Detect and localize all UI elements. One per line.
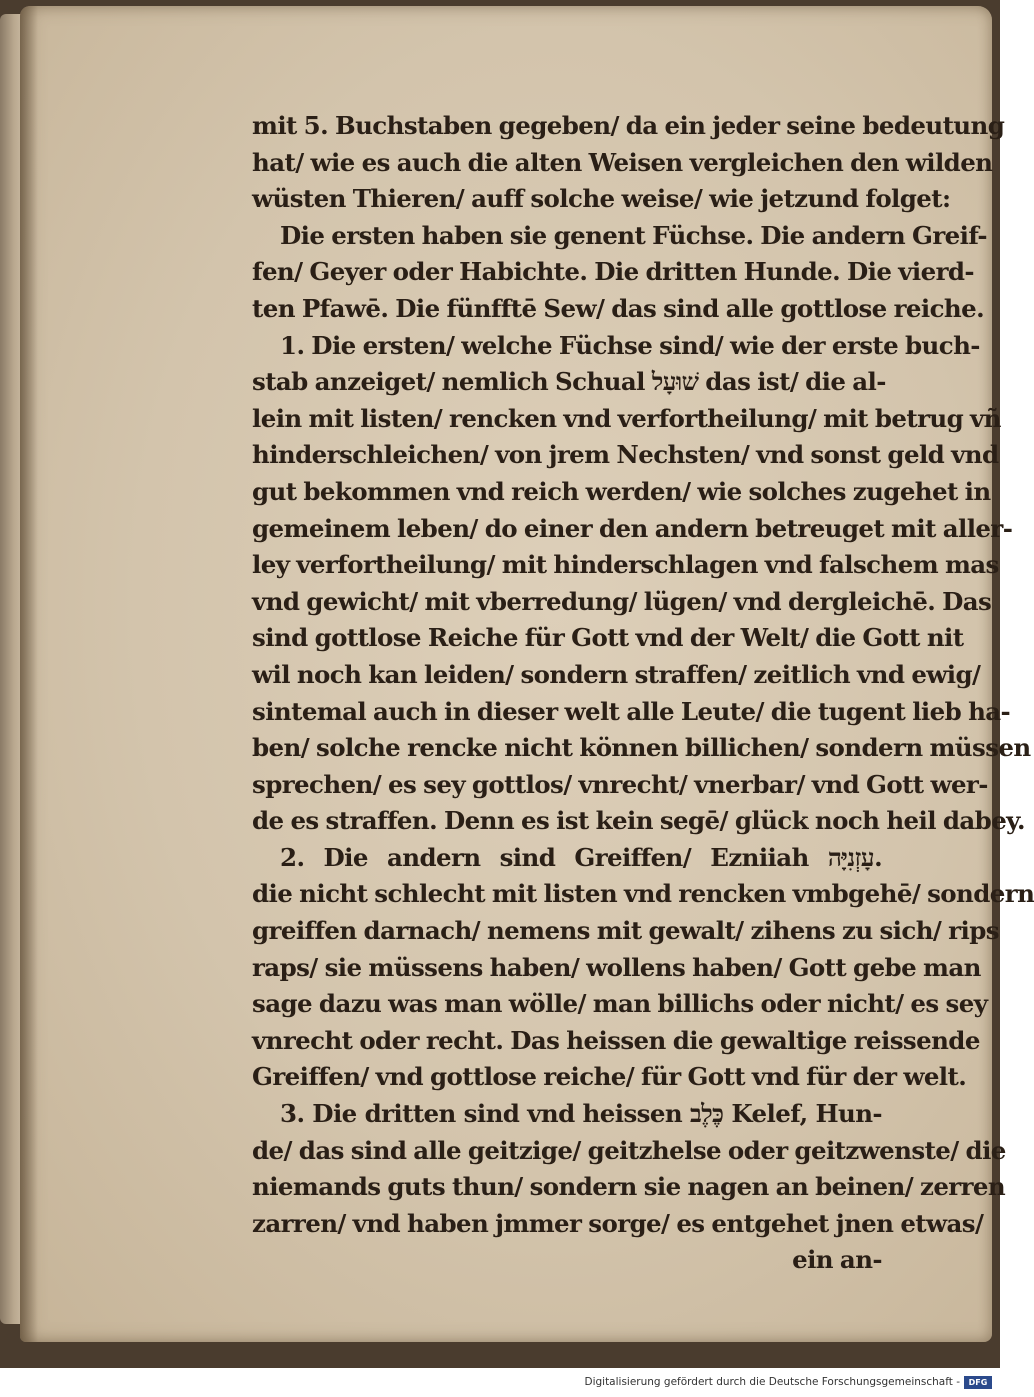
text-line: vnd gewicht/ mit vberredung/ lügen/ vnd dergleichē. Das: [252, 586, 992, 616]
text-line: gut bekommen vnd reich werden/ wie solches zugehet in: [252, 476, 991, 506]
text-line: sind gottlose Reiche für Gott vnd der Welt/ die Gott nit: [252, 623, 964, 653]
text-line: greiffen darnach/ nemens mit gewalt/ zihens zu sich/ rips: [252, 916, 999, 946]
text-line: ley verfortheilung/ mit hinderschlagen vnd falschem mas: [252, 550, 999, 580]
text-line: lein mit listen/ rencken vnd verfortheilung/ mit betrug vñ: [252, 403, 1001, 433]
catchword: ein an-: [792, 1245, 882, 1275]
text-line: niemands guts thun/ sondern sie nagen an beinen/ zerren: [252, 1172, 1006, 1202]
text-line: 2. Die andern sind Greiffen/ Ezniiah עָזְנִיָּה.: [280, 842, 882, 872]
text-line: stab anzeiget/ nemlich Schual שׁוּעָל das ist/ die al-: [252, 367, 886, 397]
text-line: 3. Die dritten sind vnd heissen כֶּלֶב Kelef, Hun-: [280, 1099, 882, 1129]
text-line: gemeinem leben/ do einer den andern betreuget mit aller-: [252, 513, 1013, 543]
text-line: ten Pfawē. Die fünfftē Sew/ das sind alle gottlose reiche.: [252, 293, 985, 323]
text-line: vnrecht oder recht. Das heissen die gewaltige reissende: [252, 1025, 980, 1055]
text-line: 1. Die ersten/ welche Füchse sind/ wie der erste buch-: [280, 330, 980, 360]
text-line: die nicht schlecht mit listen vnd rencken vmbgehē/ sondern: [252, 879, 1034, 909]
text-line: ben/ solche rencke nicht können billichen/ sondern müssen: [252, 733, 1031, 763]
text-line: sprechen/ es sey gottlos/ vnrecht/ vnerbar/ vnd Gott wer-: [252, 769, 988, 799]
text-line: hat/ wie es auch die alten Weisen vergleichen den wilden: [252, 147, 993, 177]
text-line: hinderschleichen/ von jrem Nechsten/ vnd sonst geld vnd: [252, 440, 999, 470]
text-line: wil noch kan leiden/ sondern straffen/ zeitlich vnd ewig/: [252, 659, 981, 689]
text-line: Die ersten haben sie genent Füchse. Die andern Greif-: [280, 220, 987, 250]
text-line: zarren/ vnd haben jmmer sorge/ es entgehet jnen etwas/: [252, 1208, 984, 1238]
text-line: fen/ Geyer oder Habichte. Die dritten Hunde. Die vierd-: [252, 257, 974, 287]
text-line: de/ das sind alle geitzige/ geitzhelse oder geitzwenste/ die: [252, 1135, 1006, 1165]
text-line: sage dazu was man wölle/ man billichs oder nicht/ es sey: [252, 989, 988, 1019]
funding-credit: Digitalisierung gefördert durch die Deutsche Forschungsgemeinschaft -: [584, 1376, 960, 1388]
text-line: raps/ sie müssens haben/ wollens haben/ Gott gebe man: [252, 952, 981, 982]
text-line: sintemal auch in dieser welt alle Leute/ die tugent lieb ha-: [252, 696, 1011, 726]
text-line: wüsten Thieren/ auff solche weise/ wie jetzund folget:: [252, 184, 951, 214]
text-line: Greiffen/ vnd gottlose reiche/ für Gott vnd für der welt.: [252, 1062, 967, 1092]
page-gutter-shadow: [20, 6, 38, 1342]
digitization-footer: [0, 1368, 1000, 1397]
text-line: de es straffen. Denn es ist kein segē/ glück noch heil dabey.: [252, 806, 1025, 836]
text-line: mit 5. Buchstaben gegeben/ da ein jeder seine bedeutung: [252, 111, 1005, 140]
page-text-block: [252, 108, 1034, 1279]
dfg-logo-icon: DFG: [964, 1376, 992, 1389]
